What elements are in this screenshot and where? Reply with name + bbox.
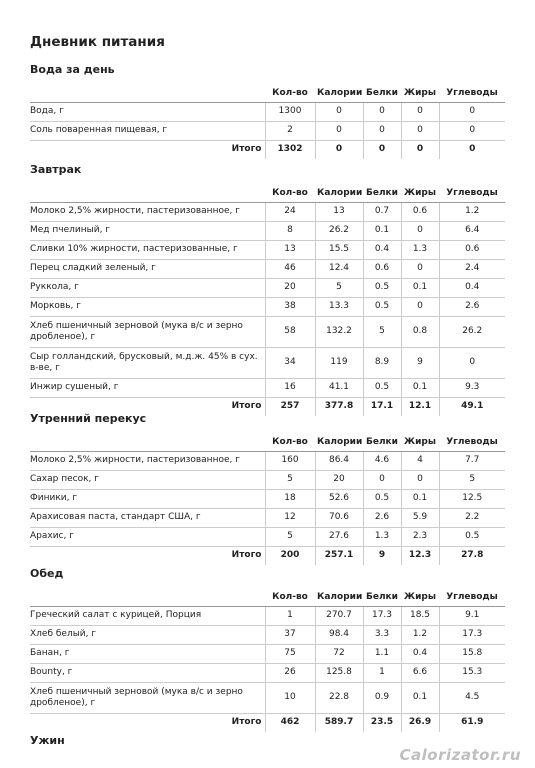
fat-cell: 1.3 <box>401 240 439 259</box>
header-carbs: Углеводы <box>439 588 505 606</box>
header-qty: Кол-во <box>265 184 315 202</box>
header-protein: Белки <box>363 84 401 102</box>
fat-cell: 0.6 <box>401 202 439 221</box>
fat-cell: 6.6 <box>401 663 439 682</box>
food-name-cell: Арахис, г <box>30 527 265 546</box>
qty-cell: 37 <box>265 625 315 644</box>
table-row <box>30 221 505 240</box>
table-row <box>30 451 505 470</box>
header-blank <box>30 588 265 606</box>
fat-cell: 0.4 <box>401 644 439 663</box>
qty-cell: 16 <box>265 378 315 397</box>
calories-cell: 0 <box>315 102 363 121</box>
qty-cell: 46 <box>265 259 315 278</box>
header-calories: Калории <box>315 588 363 606</box>
calories-cell: 72 <box>315 644 363 663</box>
carbs-cell: 26.2 <box>439 316 505 347</box>
calories-cell: 20 <box>315 470 363 489</box>
protein-cell: 0.5 <box>363 489 401 508</box>
food-name-cell: Сливки 10% жирности, пастеризованные, г <box>30 240 265 259</box>
header-blank <box>30 433 265 451</box>
total-qty-cell: 1302 <box>265 140 315 159</box>
section-title: Завтрак <box>30 163 82 176</box>
carbs-cell: 1.2 <box>439 202 505 221</box>
food-name-cell: Bounty, г <box>30 663 265 682</box>
food-name-cell: Молоко 2,5% жирности, пастеризованное, г <box>30 451 265 470</box>
total-qty-cell: 462 <box>265 713 315 732</box>
total-carbs-cell: 61.9 <box>461 717 484 728</box>
protein-cell: 1.1 <box>363 644 401 663</box>
header-protein: Белки <box>363 433 401 451</box>
calories-cell: 26.2 <box>315 221 363 240</box>
protein-cell: 0 <box>363 121 401 140</box>
qty-cell: 1300 <box>265 102 315 121</box>
food-name-cell: Арахисовая паста, стандарт США, г <box>30 508 265 527</box>
calories-cell: 41.1 <box>315 378 363 397</box>
header-calories: Калории <box>315 84 363 102</box>
fat-cell: 0 <box>401 102 439 121</box>
table-row <box>30 240 505 259</box>
protein-cell: 0 <box>363 102 401 121</box>
qty-cell: 26 <box>265 663 315 682</box>
calories-cell: 13 <box>315 202 363 221</box>
table-row <box>30 378 505 397</box>
food-name-cell: Греческий салат с курицей, Порция <box>30 606 265 625</box>
section-3 <box>30 566 505 732</box>
total-label: Итого <box>30 397 265 416</box>
food-name-cell: Вода, г <box>30 102 265 121</box>
total-fat-cell: 26.9 <box>401 713 439 732</box>
protein-cell: 17.3 <box>363 606 401 625</box>
food-name-cell: Сахар песок, г <box>30 470 265 489</box>
total-row <box>30 140 505 159</box>
fat-cell: 0 <box>401 470 439 489</box>
qty-cell: 38 <box>265 297 315 316</box>
nutrition-table <box>30 84 505 159</box>
table-row <box>30 489 505 508</box>
carbs-cell: 9.1 <box>439 606 505 625</box>
food-name-cell: Молоко 2,5% жирности, пастеризованное, г <box>30 202 265 221</box>
total-carbs-cell: 49.1 <box>461 401 484 412</box>
total-calories-cell: 589.7 <box>315 713 363 732</box>
total-fat-cell: 0 <box>401 140 439 159</box>
section-1 <box>30 162 505 416</box>
table-row <box>30 259 505 278</box>
qty-cell: 8 <box>265 221 315 240</box>
table-row <box>30 297 505 316</box>
table-header-row <box>30 184 505 202</box>
header-calories: Калории <box>315 184 363 202</box>
calories-cell: 125.8 <box>315 663 363 682</box>
fat-cell: 5.9 <box>401 508 439 527</box>
protein-cell: 0.5 <box>363 278 401 297</box>
carbs-cell: 0.6 <box>439 240 505 259</box>
total-label: Итого <box>30 713 265 732</box>
table-row <box>30 102 505 121</box>
food-name-cell: Финики, г <box>30 489 265 508</box>
total-protein-cell: 17.1 <box>363 397 401 416</box>
calories-cell: 86.4 <box>315 451 363 470</box>
protein-cell: 1 <box>363 663 401 682</box>
total-calories-cell: 257.1 <box>315 546 363 565</box>
header-blank <box>30 84 265 102</box>
total-row <box>30 546 505 565</box>
fat-cell: 9 <box>401 347 439 378</box>
carbs-cell: 0 <box>439 121 505 140</box>
carbs-cell: 4.5 <box>439 682 505 713</box>
fat-cell: 18.5 <box>401 606 439 625</box>
total-label: Итого <box>30 546 265 565</box>
fat-cell: 0 <box>401 221 439 240</box>
table-row <box>30 278 505 297</box>
table-row <box>30 644 505 663</box>
protein-cell: 5 <box>363 316 401 347</box>
fat-cell: 0 <box>401 121 439 140</box>
carbs-cell: 15.8 <box>439 644 505 663</box>
header-qty: Кол-во <box>265 84 315 102</box>
protein-cell: 4.6 <box>363 451 401 470</box>
carbs-cell: 6.4 <box>439 221 505 240</box>
header-carbs: Углеводы <box>439 184 505 202</box>
table-header-row <box>30 84 505 102</box>
header-qty: Кол-во <box>265 433 315 451</box>
fat-cell: 2.3 <box>401 527 439 546</box>
protein-cell: 0.1 <box>363 221 401 240</box>
section-title: Ужин <box>30 734 65 747</box>
protein-cell: 8.9 <box>363 347 401 378</box>
carbs-cell: 12.5 <box>439 489 505 508</box>
carbs-cell: 0.4 <box>439 278 505 297</box>
fat-cell: 0 <box>401 297 439 316</box>
header-fat: Жиры <box>401 84 439 102</box>
table-row <box>30 606 505 625</box>
protein-cell: 3.3 <box>363 625 401 644</box>
qty-cell: 1 <box>265 606 315 625</box>
total-fat-cell: 12.3 <box>401 546 439 565</box>
fat-cell: 1.2 <box>401 625 439 644</box>
carbs-cell: 0 <box>439 102 505 121</box>
total-carbs-cell: 0 <box>469 144 476 155</box>
qty-cell: 10 <box>265 682 315 713</box>
fat-cell: 0.8 <box>401 316 439 347</box>
carbs-cell: 2.2 <box>439 508 505 527</box>
fat-cell: 0 <box>401 259 439 278</box>
nutrition-table <box>30 433 505 565</box>
carbs-cell: 0 <box>439 347 505 378</box>
food-name-cell: Инжир сушеный, г <box>30 378 265 397</box>
carbs-cell: 15.3 <box>439 663 505 682</box>
header-qty: Кол-во <box>265 588 315 606</box>
protein-cell: 2.6 <box>363 508 401 527</box>
section-title: Обед <box>30 567 64 580</box>
total-protein-cell: 23.5 <box>363 713 401 732</box>
header-carbs: Углеводы <box>439 84 505 102</box>
section-title: Вода за день <box>30 63 115 76</box>
qty-cell: 24 <box>265 202 315 221</box>
food-name-cell: Мед пчелиный, г <box>30 221 265 240</box>
qty-cell: 13 <box>265 240 315 259</box>
section-2 <box>30 411 505 565</box>
qty-cell: 58 <box>265 316 315 347</box>
food-name-cell: Морковь, г <box>30 297 265 316</box>
table-row <box>30 121 505 140</box>
watermark-logo: Calorizator.ru <box>399 746 521 764</box>
qty-cell: 5 <box>265 470 315 489</box>
nutrition-table <box>30 588 505 732</box>
food-name-cell: Хлеб пшеничный зерновой (мука в/с и зерно дробленое), г <box>30 316 265 347</box>
calories-cell: 5 <box>315 278 363 297</box>
header-blank <box>30 184 265 202</box>
header-calories: Калории <box>315 433 363 451</box>
carbs-cell: 5 <box>439 470 505 489</box>
total-calories-cell: 0 <box>315 140 363 159</box>
qty-cell: 18 <box>265 489 315 508</box>
food-name-cell: Банан, г <box>30 644 265 663</box>
total-carbs-cell: 27.8 <box>461 550 484 561</box>
calories-cell: 98.4 <box>315 625 363 644</box>
table-header-row <box>30 433 505 451</box>
header-fat: Жиры <box>401 184 439 202</box>
header-protein: Белки <box>363 184 401 202</box>
food-name-cell: Сыр голландский, брусковый, м.д.ж. 45% в сух. в-ве, г <box>30 347 265 378</box>
calories-cell: 12.4 <box>315 259 363 278</box>
header-fat: Жиры <box>401 433 439 451</box>
calories-cell: 27.6 <box>315 527 363 546</box>
table-row <box>30 663 505 682</box>
table-row <box>30 347 505 378</box>
fat-cell: 0.1 <box>401 278 439 297</box>
table-row <box>30 527 505 546</box>
total-calories-cell: 377.8 <box>315 397 363 416</box>
total-label: Итого <box>30 140 265 159</box>
qty-cell: 34 <box>265 347 315 378</box>
carbs-cell: 2.4 <box>439 259 505 278</box>
protein-cell: 0.6 <box>363 259 401 278</box>
qty-cell: 5 <box>265 527 315 546</box>
table-row <box>30 470 505 489</box>
fat-cell: 0.1 <box>401 489 439 508</box>
calories-cell: 132.2 <box>315 316 363 347</box>
calories-cell: 52.6 <box>315 489 363 508</box>
section-0 <box>30 62 505 159</box>
calories-cell: 13.3 <box>315 297 363 316</box>
protein-cell: 0.7 <box>363 202 401 221</box>
qty-cell: 20 <box>265 278 315 297</box>
food-name-cell: Соль поваренная пищевая, г <box>30 121 265 140</box>
fat-cell: 0.1 <box>401 378 439 397</box>
total-fat-cell: 12.1 <box>401 397 439 416</box>
table-row <box>30 682 505 713</box>
qty-cell: 2 <box>265 121 315 140</box>
qty-cell: 12 <box>265 508 315 527</box>
protein-cell: 0.9 <box>363 682 401 713</box>
carbs-cell: 0.5 <box>439 527 505 546</box>
header-carbs: Углеводы <box>439 433 505 451</box>
calories-cell: 0 <box>315 121 363 140</box>
header-fat: Жиры <box>401 588 439 606</box>
calories-cell: 22.8 <box>315 682 363 713</box>
qty-cell: 75 <box>265 644 315 663</box>
total-qty-cell: 257 <box>265 397 315 416</box>
calories-cell: 270.7 <box>315 606 363 625</box>
table-row <box>30 508 505 527</box>
fat-cell: 0.1 <box>401 682 439 713</box>
total-row <box>30 713 505 732</box>
food-name-cell: Хлеб пшеничный зерновой (мука в/с и зерно дробленое), г <box>30 682 265 713</box>
carbs-cell: 17.3 <box>439 625 505 644</box>
protein-cell: 0.5 <box>363 297 401 316</box>
food-name-cell: Руккола, г <box>30 278 265 297</box>
nutrition-table <box>30 184 505 416</box>
total-protein-cell: 0 <box>363 140 401 159</box>
protein-cell: 0.5 <box>363 378 401 397</box>
qty-cell: 160 <box>265 451 315 470</box>
section-title: Утренний перекус <box>30 412 147 425</box>
table-header-row <box>30 588 505 606</box>
protein-cell: 0 <box>363 470 401 489</box>
carbs-cell: 7.7 <box>439 451 505 470</box>
table-row <box>30 625 505 644</box>
calories-cell: 70.6 <box>315 508 363 527</box>
protein-cell: 1.3 <box>363 527 401 546</box>
calories-cell: 15.5 <box>315 240 363 259</box>
table-row <box>30 316 505 347</box>
header-protein: Белки <box>363 588 401 606</box>
calories-cell: 119 <box>315 347 363 378</box>
protein-cell: 0.4 <box>363 240 401 259</box>
fat-cell: 4 <box>401 451 439 470</box>
carbs-cell: 2.6 <box>439 297 505 316</box>
table-row <box>30 202 505 221</box>
total-qty-cell: 200 <box>265 546 315 565</box>
page-title: Дневник питания <box>30 34 165 50</box>
carbs-cell: 9.3 <box>439 378 505 397</box>
total-protein-cell: 9 <box>363 546 401 565</box>
food-name-cell: Хлеб белый, г <box>30 625 265 644</box>
food-name-cell: Перец сладкий зеленый, г <box>30 259 265 278</box>
